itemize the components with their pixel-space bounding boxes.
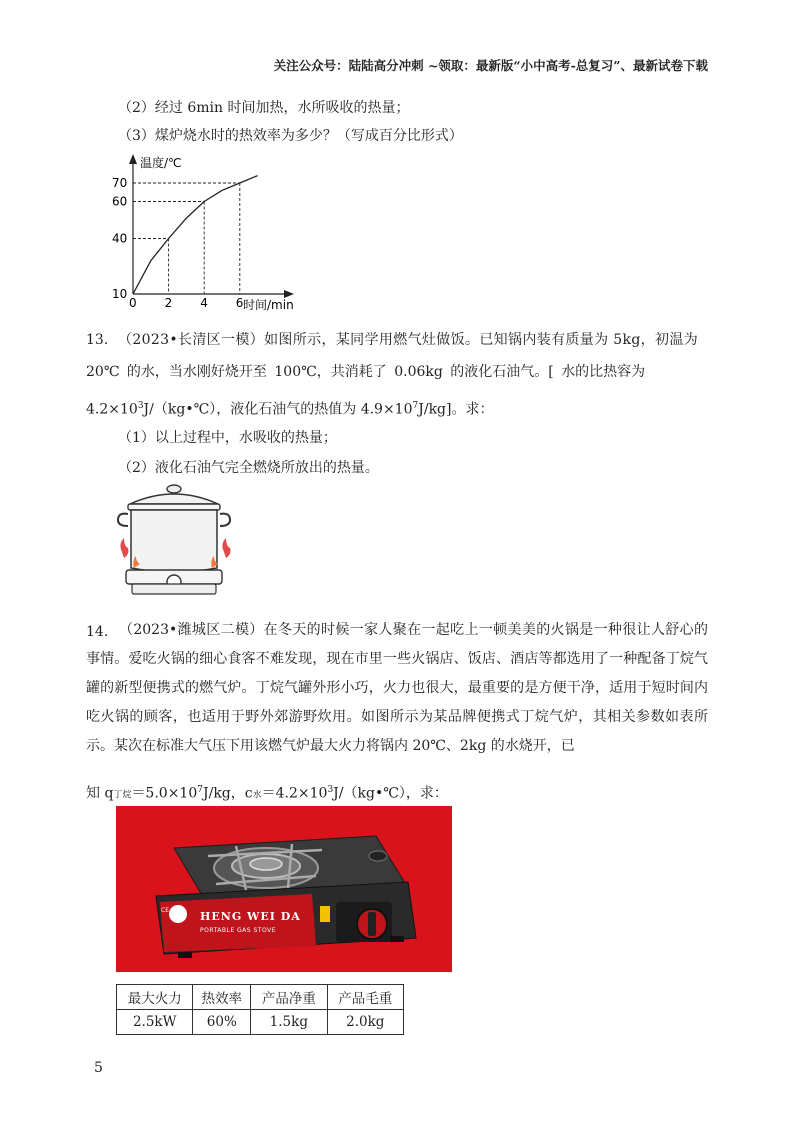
y-axis-label: 温度/℃ [140, 156, 182, 170]
y-tick-label: 40 [112, 231, 128, 246]
q13-part2: （2）液化石油气完全燃烧所放出的热量。 [118, 460, 379, 476]
x-tick-label: 2 [164, 296, 173, 310]
pot-on-stove-illustration [112, 482, 236, 600]
table-header-cell: 产品净重 [251, 985, 327, 1010]
q13-line2: 20℃ 的水，当水刚好烧开至 100℃，共消耗了 0.06kg 的液化石油气。[ 水的比热容为 [86, 364, 646, 380]
x-tick-label: 4 [200, 296, 208, 310]
table-row [117, 1010, 404, 1035]
q13-number: 13. [86, 332, 109, 348]
table-header-row [117, 985, 404, 1010]
table-header-cell: 产品毛重 [327, 985, 403, 1010]
portable-gas-stove-photo [116, 806, 452, 972]
x-tick-label: 6 [235, 296, 244, 310]
y-tick-label: 70 [112, 176, 128, 190]
q14-given-values: 知 q丁烷$=5.0\times 10^7J/kg$，c水$=4.2\times 10^3J/(kg•℃)$，求： [86, 785, 448, 802]
q12-part2: （2）经过 6min 时间加热，水所吸收的热量； [118, 100, 410, 116]
table-header-cell: 热效率 [193, 985, 251, 1010]
q13-line3: $4.2\times 10^3J/(kg•℃)$，液化石油气的热值为 $4.9\times 10^7J/kg$]。求： [86, 401, 494, 418]
stove-brand: HENG WEI DA [200, 910, 301, 923]
q14-number: 14. [86, 624, 109, 640]
table-header-cell: 最大火力 [117, 985, 193, 1010]
x-axis-arrow [284, 290, 294, 298]
page-header: 关注公众号：陆陆高分冲刺 ~领取：最新版“小中高考-总复习”、最新试卷下载 [273, 58, 708, 73]
table-cell: 1.5kg [251, 1010, 327, 1035]
stove-parameter-table [116, 984, 404, 1035]
q14-paragraph: （2023•潍城区二模）在冬天的时候一家人聚在一起吃上一顿美美的火锅是一种很让人舒心的事情。爱吃火锅的细心食客不难发现，现在市里一些火锅店、饭店、酒店等都选用了一种配备丁烷气罐的新型便携式的燃气炉。丁烷气罐外形小巧，火力也很大，最重要的是方便干净，适用于短时间内吃火锅的顾客，也适用于野外郊游野炊用。如图所示为某品牌便携式丁烷气炉，其相关参数如表所示。某次在标准大气压下用该燃气炉最大火力将锅内 20℃、2kg 的水烧开，已 [86, 622, 708, 754]
temperature-curve [133, 176, 258, 294]
stove-logo-text: CE [161, 907, 169, 914]
q13-part1: （1）以上过程中，水吸收的热量； [118, 430, 337, 446]
x-axis-label: 时间/min [243, 298, 294, 312]
y-tick-label: 10 [112, 287, 128, 301]
guide-lines [133, 183, 240, 294]
x-tick-labels [129, 296, 243, 310]
x-tick-label: 0 [129, 296, 137, 310]
temperature-time-chart [108, 152, 318, 318]
table-cell: 60% [193, 1010, 251, 1035]
table-cell: 2.0kg [327, 1010, 403, 1035]
y-tick-labels [112, 176, 127, 301]
page-number: 5 [94, 1060, 103, 1076]
q12-part3: （3）煤炉烧水时的热效率为多少？（写成百分比形式） [118, 128, 463, 144]
y-tick-label: 60 [112, 194, 128, 209]
y-axis-arrow [129, 154, 137, 164]
stove-model: PORTABLE GAS STOVE [200, 927, 276, 934]
q13-line1: （2023•长清区一模）如图所示，某同学用燃气灶做饭。已知锅内装有质量为 5kg，初温为 [118, 332, 699, 348]
table-cell: 2.5kW [117, 1010, 193, 1035]
